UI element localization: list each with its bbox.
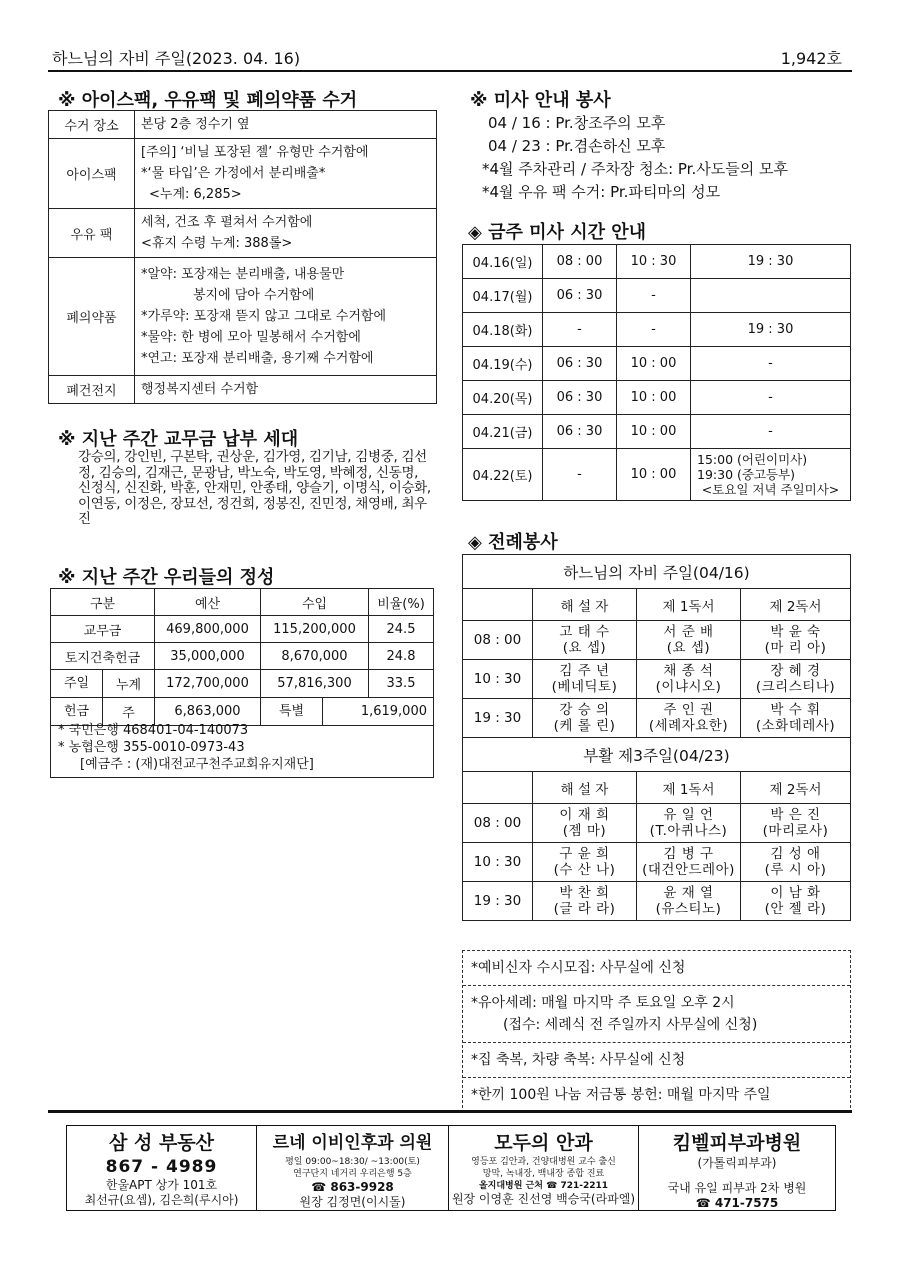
donor-names: 강승의, 강인빈, 구본탁, 권상운, 김가영, 김기남, 김병중, 김선정, 김승의, 김재근, 문광남, 박노숙, 박도영, 박혜정, 신동명, 신정식, 신진화, 박훈, 안재민, 안종태, 양슬기, 이명식, 이승화, 이연동, 이정은, 장묘선, 정건희, 정봉진, 진민정, 채영배, 최우진 xyxy=(78,449,431,527)
bank-notes: * 국민은행 468401-04-140073 * 농협은행 355-0010-0973-43 [예금주 : (재)대전교구천주교회유지재단] xyxy=(58,723,314,772)
finance-table xyxy=(50,588,434,726)
ad-eye-clinic: 모두의 안과 영등포 김안과, 건양대병원 교수 출신 망막, 녹내장, 백내장 종합 진료 올지대병원 근처 ☎ 721-2211 원장 이영훈 진선영 백승국(라파엘) xyxy=(449,1126,639,1210)
fin-ratio: 24.5 xyxy=(369,616,434,643)
fin-income: 57,816,300 xyxy=(261,670,369,698)
collection-heading: ※ 아이스팩, 우유팩 및 폐의약품 수거 xyxy=(58,90,358,111)
fin-budget: 35,000,000 xyxy=(155,643,261,670)
fin-label: 토지건축헌금 xyxy=(51,643,155,670)
fin-ratio: 24.8 xyxy=(369,643,434,670)
row-value: [주의] ‘비닐 포장된 젤’ 유형만 수거함에 *‘물 타입’은 가정에서 분리배출* <누계: 6,285> xyxy=(135,139,437,209)
fin-budget: 172,700,000 xyxy=(155,670,261,698)
mass-times-heading: ◈ 금주 미사 시간 안내 xyxy=(468,222,647,243)
issue-number: 1,942호 xyxy=(780,49,842,68)
donors-heading: ※ 지난 주간 교무금 납부 세대 xyxy=(58,429,299,450)
row-value: 세척, 건조 후 펼쳐서 수거함에 <휴지 수령 누계: 388롤> xyxy=(135,209,437,258)
notice-item: *집 축복, 차량 축복: 사무실에 신청 xyxy=(463,1043,850,1078)
ad-strip xyxy=(66,1125,836,1211)
liturgy-heading: ◈ 전례봉사 xyxy=(468,532,558,553)
notice-box xyxy=(462,950,851,1113)
mass-service-heading: ※ 미사 안내 봉사 xyxy=(470,90,611,111)
special-cell: 특별 1,619,000 xyxy=(261,698,434,726)
notice-item: *한끼 100원 나눔 저금통 봉헌: 매월 마지막 주일 xyxy=(471,1087,771,1103)
fin-income: 115,200,000 xyxy=(261,616,369,643)
row-label: 폐의약품 xyxy=(49,258,135,376)
saturday-masses: 15:00 (어린이미사) 19:30 (중고등부) <토요일 저녁 주일미사> xyxy=(691,449,851,501)
col-header: 수입 xyxy=(261,589,369,616)
col-header: 비율(%) xyxy=(369,589,434,616)
row-label: 아이스팩 xyxy=(49,139,135,209)
mass-times-table: 04.16(일) 08 : 00 10 : 30 19 : 30 04.17(월) 06 : 30 - 04.18(화) - - 19 : 30 04.19(수) 06 : 30 10 : 00 - 04.20(목) 06 : 30 10 : 00 - 04.21(금) 06 : 30 10 : 00 - 04.22(토) - 10 : 00 15:00 (어린이미사) 19:30 (중고등부) <토요일 저녁 주일미사> xyxy=(462,244,851,501)
notice-item: *예비신자 수시모집: 사무실에 신청 xyxy=(463,951,850,986)
fin-ratio: 33.5 xyxy=(369,670,434,698)
fin-week: 6,863,000 xyxy=(155,698,261,726)
bulletin-title: 하느님의 자비 주일(2023. 04. 16) xyxy=(52,49,301,68)
fin-budget: 469,800,000 xyxy=(155,616,261,643)
row-label: 수거 장소 xyxy=(49,111,135,139)
collection-table xyxy=(48,110,437,404)
col-header: 예산 xyxy=(155,589,261,616)
liturgy-table: 하느님의 자비 주일(04/16) 해 설 자 제 1독서 제 2독서 08 : 00 고 태 수 (요 셉) 서 준 배 (요 셉) 박 윤 숙 (마 리 아) 10 : 30 김 주 년 (베네딕토) 채 종 석 (이냐시오) 장 혜 경 (크리스티나) 19 : 30 강 승 의 (케 롤 린) 주 인 권 (세례자요한) 박 수 휘 (소화데레사) 부활 제3주일(04/23) 해 설 자 제 1독서 제 2독서 08 : 00 이 재 희 (젬 마) 유 일 언 (T.아퀴나스) 박 은 진 (마리로사) 10 : 30 구 윤 희 (수 산 나) 김 병 구 (대건안드레아) 김 성 애 (루 시 아) 19 : 30 박 찬 희 (글 라 라) 윤 재 열 (유스티노) 이 남 화 (안 젤 라) xyxy=(462,554,851,921)
col-header: 구분 xyxy=(51,589,155,616)
footer-divider xyxy=(48,1110,852,1113)
ad-dermatology: 킴벨피부과병원 (가톨릭피부과) 국내 유일 피부과 2차 병원 ☎ 471-7575 xyxy=(667,1132,807,1210)
section-title: 하느님의 자비 주일(04/16) xyxy=(463,555,851,589)
row-label: 폐건전지 xyxy=(49,376,135,404)
ad-ent-clinic: 르네 이비인후과 의원 평일 09:00~18:30/ ~13:00(토) 연구단지 네거리 우리은행 5층 ☎ 863-9928 원장 김정면(이시돌) xyxy=(257,1126,449,1210)
section-title: 부활 제3주일(04/23) xyxy=(463,738,851,772)
sunday-week-cell: 헌금 주 xyxy=(51,698,155,726)
row-value: 본당 2층 정수기 옆 xyxy=(135,111,437,139)
mass-service-list: 04 / 16 : Pr.창조주의 모후 04 / 23 : Pr.겸손하신 모후 *4월 주차관리 / 주차장 청소: Pr.사도들의 모후 *4월 우유 팩 수거: Pr.파티마의 성모 xyxy=(482,114,788,201)
row-label: 우유 팩 xyxy=(49,209,135,258)
row-value: 행정복지센터 수거함 xyxy=(135,376,437,404)
fin-income: 8,670,000 xyxy=(261,643,369,670)
sunday-offering-cell: 주일 누계 xyxy=(51,670,155,698)
ad-realestate: 삼 성 부동산 867 - 4989 한울APT 상가 101호 최선규(요셉), 김은희(루시아) xyxy=(67,1126,257,1210)
row-value: *알약: 포장재는 분리배출, 내용물만 봉지에 담아 수거함에 *가루약: 포장재 뜯지 않고 그대로 수거함에 *물약: 한 병에 모아 밀봉해서 수거함에 *연고: 포장재 분리배출, 용기째 수거함에 xyxy=(135,258,437,376)
fin-label: 교무금 xyxy=(51,616,155,643)
finance-heading: ※ 지난 주간 우리들의 정성 xyxy=(58,567,275,588)
header-divider xyxy=(48,70,852,72)
notice-item: *유아세례: 매월 마지막 주 토요일 오후 2시 (접수: 세례식 전 주일까지 사무실에 신청) xyxy=(463,986,850,1043)
